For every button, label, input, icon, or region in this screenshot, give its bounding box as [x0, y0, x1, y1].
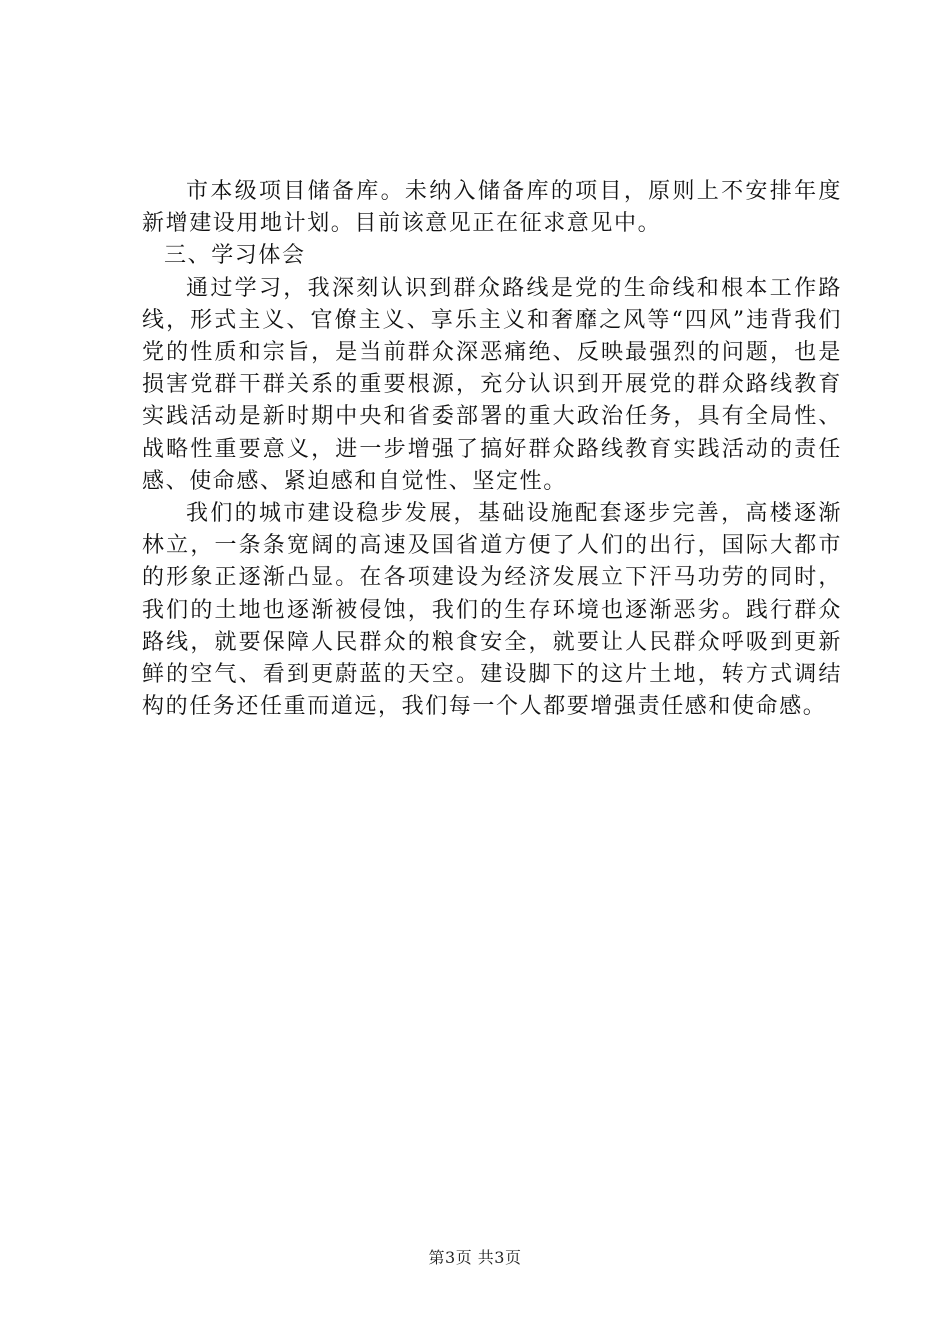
paragraph-learning-experience: 通过学习，我深刻认识到群众路线是党的生命线和根本工作路线，形式主义、官僚主义、享乐主义和奢靡之风等“四风”违背我们党的性质和宗旨，是当前群众深恶痛绝、反映最强烈的问题，也是损害党群干群关系的重要根源，充分认识到开展党的群众路线教育实践活动是新时期中央和省委部署的重大政治任务，具有全局性、战略性重要意义，进一步增强了搞好群众路线教育实践活动的责任感、使命感、紧迫感和自觉性、坚定性。: [142, 275, 842, 494]
paragraph-city-construction: 我们的城市建设稳步发展，基础设施配套逐步完善，高楼逐渐林立，一条条宽阔的高速及国省道方便了人们的出行，国际大都市的形象正逐渐凸显。在各项建设为经济发展立下汗马功劳的同时，我们的土地也逐渐被侵蚀，我们的生存环境也逐渐恶劣。践行群众路线，就要保障人民群众的粮食安全，就要让人民群众呼吸到更新鲜的空气、看到更蔚蓝的天空。建设脚下的这片土地，转方式调结构的任务还任重而道远，我们每一个人都要增强责任感和使命感。: [142, 501, 842, 720]
section-heading: 三、学习体会: [164, 243, 306, 269]
document-body: [142, 176, 842, 723]
paragraph-continuation: 市本级项目储备库。未纳入储备库的项目，原则上不安排年度新增建设用地计划。目前该意见正在征求意见中。: [142, 179, 842, 237]
page-footer: 第3页 共3页: [428, 1248, 522, 1267]
